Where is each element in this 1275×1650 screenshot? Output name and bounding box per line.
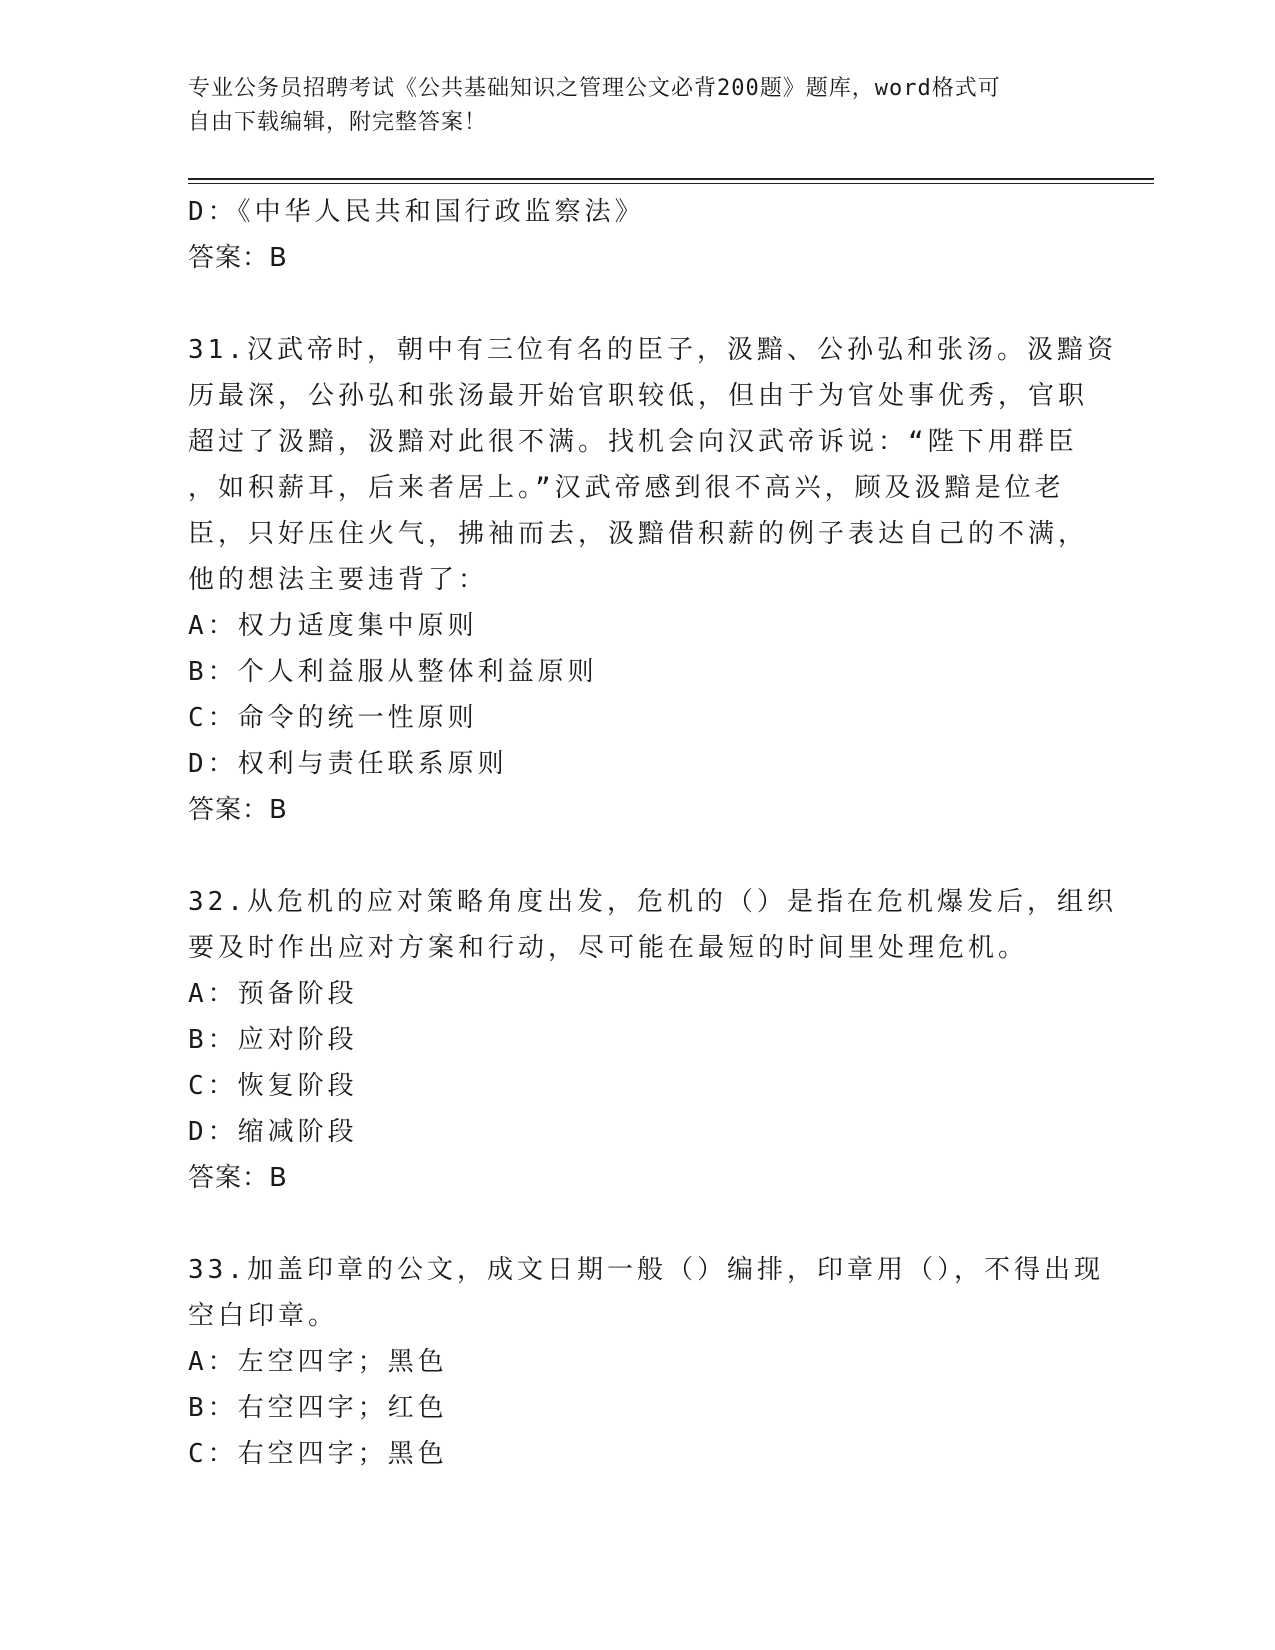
option-a: A：预备阶段 — [188, 979, 358, 1009]
stem-line: ，如积薪耳，后来者居上。”汉武帝感到很不高兴，顾及汲黯是位老 — [188, 473, 1065, 503]
spacer — [188, 1201, 1088, 1247]
stem-line: 超过了汲黯，汲黯对此很不满。找机会向汉武帝诉说：“陛下用群臣 — [188, 427, 1078, 457]
question-stem — [188, 879, 1117, 971]
option-b: B：个人利益服从整体利益原则 — [188, 657, 598, 687]
header-divider — [188, 178, 1154, 184]
option-d: D：《中华人民共和国行政监察法》 — [188, 197, 645, 227]
stem-line: 要及时作出应对方案和行动，尽可能在最短的时间里处理危机。 — [188, 933, 1029, 963]
option-c: C：恢复阶段 — [188, 1071, 358, 1101]
question-33 — [188, 1247, 1104, 1477]
option-c: C：命令的统一性原则 — [188, 703, 478, 733]
answer-line: 答案：B — [188, 1163, 288, 1193]
option-b: B：应对阶段 — [188, 1025, 358, 1055]
header-title-line-2: 自由下载编辑，附完整答案！ — [188, 110, 488, 135]
spacer — [188, 833, 1088, 879]
stem-line: 32.从危机的应对策略角度出发，危机的（）是指在危机爆发后，组织 — [188, 887, 1117, 917]
option-d: D：缩减阶段 — [188, 1117, 358, 1147]
header-title-line-1: 专业公务员招聘考试《公共基础知识之管理公文必背200题》题库，word格式可 — [188, 76, 1001, 101]
question-stem — [188, 327, 1117, 603]
option-d: D：权利与责任联系原则 — [188, 749, 508, 779]
page-header — [188, 72, 1068, 140]
question-30-tail — [188, 189, 1088, 281]
stem-line: 31.汉武帝时，朝中有三位有名的臣子，汲黯、公孙弘和张汤。汲黯资 — [188, 335, 1117, 365]
question-stem — [188, 1247, 1104, 1339]
stem-line: 他的想法主要违背了： — [188, 565, 489, 595]
option-a: A：左空四字；黑色 — [188, 1347, 448, 1377]
document-body — [188, 189, 1117, 1477]
question-31 — [188, 327, 1117, 833]
stem-line: 臣，只好压住火气，拂袖而去，汲黯借积薪的例子表达自己的不满， — [188, 519, 1089, 549]
answer-line: 答案：B — [188, 795, 288, 825]
question-32 — [188, 879, 1117, 1201]
stem-line: 空白印章。 — [188, 1301, 339, 1331]
option-a: A：权力适度集中原则 — [188, 611, 478, 641]
option-c: C：右空四字；黑色 — [188, 1439, 448, 1469]
stem-line: 33.加盖印章的公文，成文日期一般（）编排，印章用（），不得出现 — [188, 1255, 1104, 1285]
answer-line: 答案：B — [188, 243, 288, 273]
stem-line: 历最深，公孙弘和张汤最开始官职较低，但由于为官处事优秀，官职 — [188, 381, 1089, 411]
option-b: B：右空四字；红色 — [188, 1393, 448, 1423]
spacer — [188, 281, 1088, 327]
